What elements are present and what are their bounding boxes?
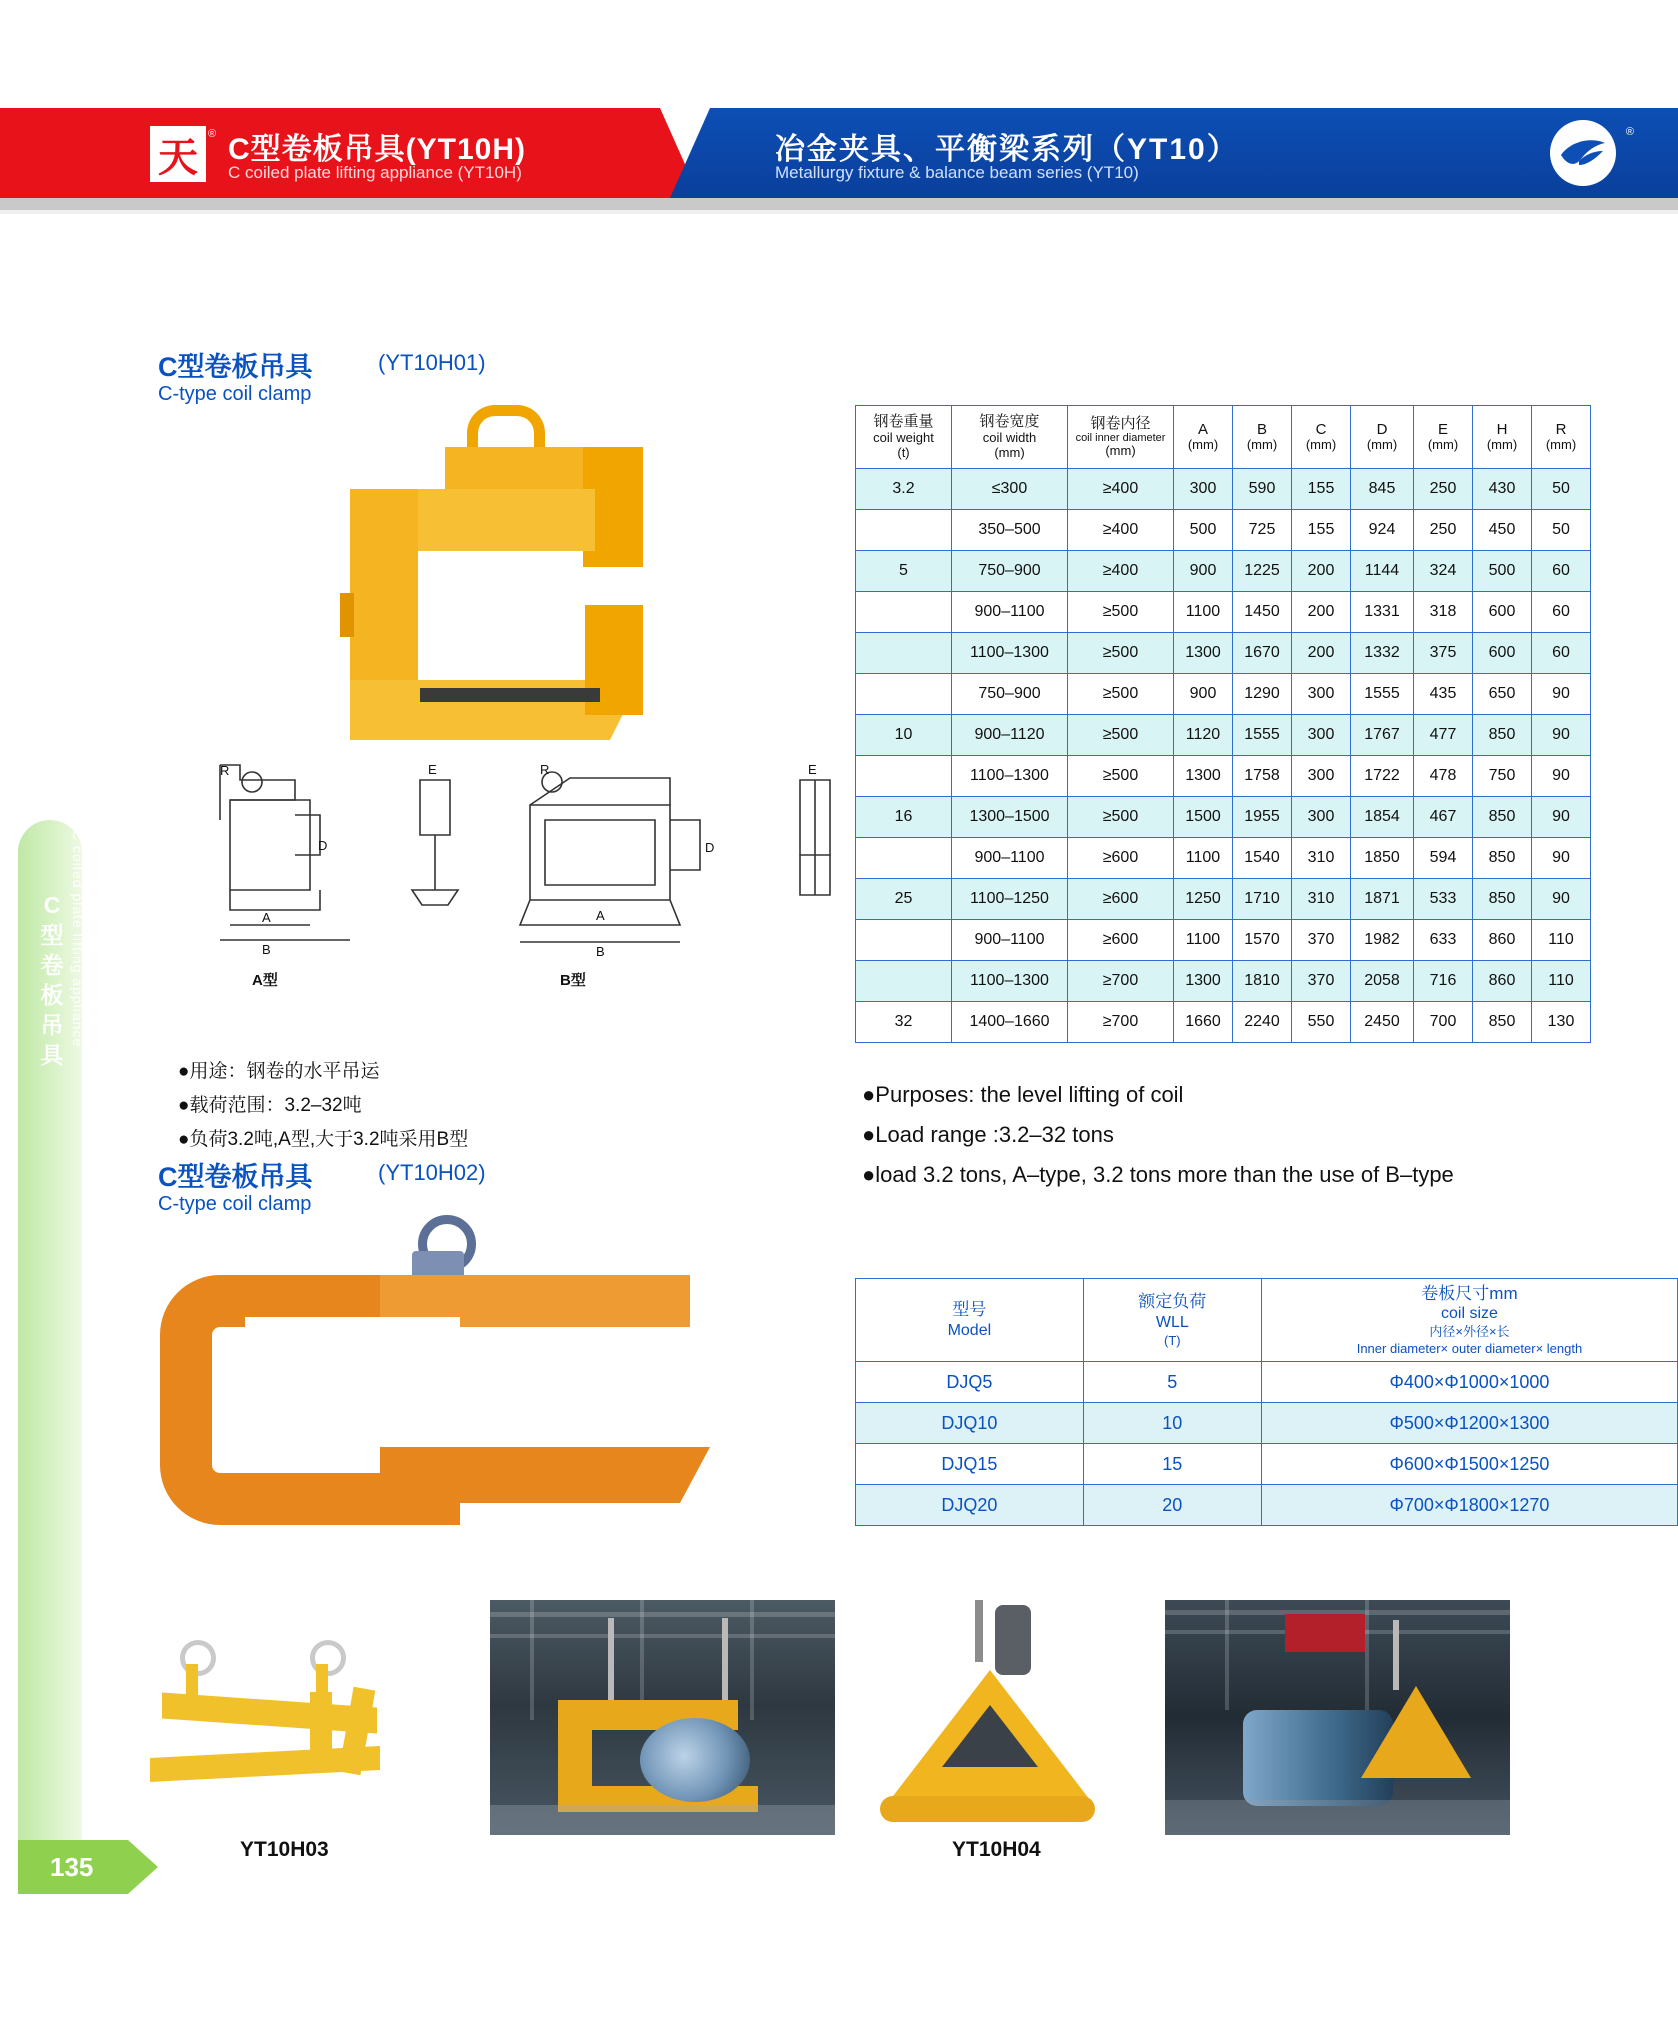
table-cell: 250 <box>1414 469 1473 510</box>
table-cell: 1100 <box>1174 920 1233 961</box>
table-cell: 1100 <box>1174 592 1233 633</box>
model-table-cell: 5 <box>1083 1362 1261 1403</box>
table-cell: 1555 <box>1351 674 1414 715</box>
table-cell <box>856 756 952 797</box>
page-header <box>0 108 1678 198</box>
table-cell: 860 <box>1473 961 1532 1002</box>
th-model: 型号 Model <box>856 1279 1084 1362</box>
table-cell: 130 <box>1532 1002 1591 1043</box>
photo-workshop-triangle-clamp <box>1165 1600 1510 1835</box>
table-cell: 1555 <box>1233 715 1292 756</box>
table-cell: 1100–1300 <box>952 633 1068 674</box>
table-cell: ≥500 <box>1068 592 1174 633</box>
table-cell: 200 <box>1292 592 1351 633</box>
svg-text:B: B <box>596 944 605 959</box>
table-row <box>856 797 1591 838</box>
table-cell: 1660 <box>1174 1002 1233 1043</box>
table-cell: 435 <box>1414 674 1473 715</box>
clamp-side-tab <box>340 593 354 637</box>
table-cell: 1100–1300 <box>952 961 1068 1002</box>
photo-yt10h04-illustration <box>880 1600 1130 1850</box>
th-coil-inner-diameter: 钢卷内径 coil inner diameter (mm) <box>1068 406 1174 469</box>
table-cell <box>856 633 952 674</box>
table-header-row <box>856 406 1591 469</box>
table-cell: ≤300 <box>952 469 1068 510</box>
table-cell: 850 <box>1473 715 1532 756</box>
table-cell: 155 <box>1292 510 1351 551</box>
table-cell: 750–900 <box>952 551 1068 592</box>
svg-text:E: E <box>428 762 437 777</box>
table-cell: 1144 <box>1351 551 1414 592</box>
model-table-cell: DJQ10 <box>856 1403 1084 1444</box>
table-cell: 300 <box>1174 469 1233 510</box>
model-table-row <box>856 1485 1678 1526</box>
table-cell: 1450 <box>1233 592 1292 633</box>
bullet-cn-3: ●负荷3.2吨,A型,大于3.2吨采用B型 <box>178 1129 469 1150</box>
table-cell: 1250 <box>1174 879 1233 920</box>
table-cell: 1710 <box>1233 879 1292 920</box>
model-table-cell: DJQ20 <box>856 1485 1084 1526</box>
bullet-en-3: ●load 3.2 tons, A–type, 3.2 tons more than the use of B–type <box>862 1162 1454 1187</box>
table-cell: 650 <box>1473 674 1532 715</box>
table-cell: 750 <box>1473 756 1532 797</box>
svg-text:E: E <box>808 762 817 777</box>
table-cell: 370 <box>1292 920 1351 961</box>
table-row <box>856 756 1591 797</box>
table-cell: 1850 <box>1351 838 1414 879</box>
model-table-cell: Φ700×Φ1800×1270 <box>1261 1485 1677 1526</box>
section2-title-cn: C型卷板吊具 <box>158 1162 313 1192</box>
table-row <box>856 551 1591 592</box>
table-cell: 1758 <box>1233 756 1292 797</box>
table-cell: 900–1100 <box>952 592 1068 633</box>
table-cell: 370 <box>1292 961 1351 1002</box>
table-cell: 324 <box>1414 551 1473 592</box>
section2-code: (YT10H02) <box>378 1160 486 1185</box>
company-logo-icon: 天 <box>150 126 206 182</box>
table-cell: 300 <box>1292 674 1351 715</box>
table-cell: ≥500 <box>1068 674 1174 715</box>
table-cell: ≥600 <box>1068 838 1174 879</box>
section1-title-cn: C型卷板吊具 <box>158 352 313 382</box>
table-cell: 1300 <box>1174 756 1233 797</box>
side-tab-label-en: C coiled plate lifting appliance <box>70 830 86 1048</box>
table-row <box>856 510 1591 551</box>
table-cell: 300 <box>1292 715 1351 756</box>
table-cell: 5 <box>856 551 952 592</box>
table-cell: 725 <box>1233 510 1292 551</box>
table-cell: ≥700 <box>1068 961 1174 1002</box>
table-cell: 90 <box>1532 756 1591 797</box>
svg-text:D: D <box>318 838 328 853</box>
drawing-label-b: B型 <box>560 972 586 989</box>
beam-upper <box>162 1692 377 1733</box>
th-coil-size: 卷板尺寸mm coil size 内径×外径×长 Inner diameter× outer diameter× length <box>1261 1279 1677 1362</box>
section2-title-en: C-type coil clamp <box>158 1193 312 1215</box>
bullets-english <box>862 1075 1502 1195</box>
table-cell <box>856 674 952 715</box>
clamp-friction-pad <box>420 688 600 702</box>
bullet-en-1: ●Purposes: the level lifting of coil <box>862 1082 1184 1107</box>
product-illustration-yt10h02 <box>150 1215 710 1555</box>
model-table-cell: 10 <box>1083 1403 1261 1444</box>
table-cell <box>856 961 952 1002</box>
table-cell: 50 <box>1532 510 1591 551</box>
table-row <box>856 879 1591 920</box>
model-table-cell: Φ400×Φ1000×1000 <box>1261 1362 1677 1403</box>
th-h: H (mm) <box>1473 406 1532 469</box>
hook-weight <box>995 1605 1031 1675</box>
table-cell: ≥700 <box>1068 1002 1174 1043</box>
side-tab-label-cn: C型卷板吊具 <box>40 892 66 1068</box>
table-cell: 90 <box>1532 879 1591 920</box>
table-cell: 310 <box>1292 838 1351 879</box>
table-cell: 550 <box>1292 1002 1351 1043</box>
table-cell: 850 <box>1473 879 1532 920</box>
table-cell: 716 <box>1414 961 1473 1002</box>
table-cell: 310 <box>1292 879 1351 920</box>
table-cell: 110 <box>1532 961 1591 1002</box>
svg-text:A: A <box>262 910 271 925</box>
table-cell: ≥400 <box>1068 551 1174 592</box>
table-cell: 350–500 <box>952 510 1068 551</box>
clamp-foot-bar <box>880 1796 1095 1822</box>
svg-text:R: R <box>220 763 230 778</box>
photo-yt10h03-illustration <box>150 1640 450 1820</box>
table-row <box>856 469 1591 510</box>
page-number: 135 <box>50 1852 94 1882</box>
table-row <box>856 920 1591 961</box>
table-cell: 430 <box>1473 469 1532 510</box>
table-cell: 500 <box>1473 551 1532 592</box>
table-cell: 300 <box>1292 797 1351 838</box>
table-cell: 1670 <box>1233 633 1292 674</box>
th-d: D (mm) <box>1351 406 1414 469</box>
table-row <box>856 961 1591 1002</box>
table-cell: ≥600 <box>1068 879 1174 920</box>
model-table-yt10h02 <box>855 1278 1678 1526</box>
bullet-cn-2: ●载荷范围：3.2–32吨 <box>178 1095 362 1116</box>
table-cell: 1722 <box>1351 756 1414 797</box>
chain-icon <box>975 1600 983 1662</box>
table-cell: 1540 <box>1233 838 1292 879</box>
table-cell: 1400–1660 <box>952 1002 1068 1043</box>
section1-code: (YT10H01) <box>378 350 486 375</box>
table-cell: 1300 <box>1174 633 1233 674</box>
drawing-label-a: A型 <box>252 972 278 989</box>
table-cell: 25 <box>856 879 952 920</box>
table-cell: 924 <box>1351 510 1414 551</box>
table-cell: 60 <box>1532 633 1591 674</box>
table-cell: 90 <box>1532 797 1591 838</box>
model-table-row <box>856 1362 1678 1403</box>
table-cell: 3.2 <box>856 469 952 510</box>
table-cell: 1300 <box>1174 961 1233 1002</box>
table-cell: 10 <box>856 715 952 756</box>
table-cell: 90 <box>1532 674 1591 715</box>
table-cell: 90 <box>1532 715 1591 756</box>
bullet-en-2: ●Load range :3.2–32 tons <box>862 1122 1114 1147</box>
model-table-cell: DJQ15 <box>856 1444 1084 1485</box>
table-cell: 600 <box>1473 592 1532 633</box>
model-table-cell: DJQ5 <box>856 1362 1084 1403</box>
table-cell: ≥500 <box>1068 797 1174 838</box>
table-cell: 500 <box>1174 510 1233 551</box>
model-table-cell: 20 <box>1083 1485 1261 1526</box>
table-cell: 2240 <box>1233 1002 1292 1043</box>
table-row <box>856 674 1591 715</box>
table-cell: 1570 <box>1233 920 1292 961</box>
table-row <box>856 633 1591 674</box>
table-cell: 900–1120 <box>952 715 1068 756</box>
header-right-title-cn: 冶金夹具、平衡梁系列（YT10） <box>775 133 1239 166</box>
table-cell: 50 <box>1532 469 1591 510</box>
table-row <box>856 592 1591 633</box>
table-cell: 318 <box>1414 592 1473 633</box>
table-cell: ≥500 <box>1068 715 1174 756</box>
table-cell: 200 <box>1292 633 1351 674</box>
table-cell <box>856 510 952 551</box>
header-divider-light <box>0 210 1678 214</box>
header-divider <box>0 198 1678 210</box>
th-c: C (mm) <box>1292 406 1351 469</box>
beam-post <box>310 1692 332 1772</box>
table-cell: 900 <box>1174 674 1233 715</box>
table-cell: 110 <box>1532 920 1591 961</box>
table-cell: 1331 <box>1351 592 1414 633</box>
table-cell: 16 <box>856 797 952 838</box>
table-cell: 32 <box>856 1002 952 1043</box>
table-cell: 1500 <box>1174 797 1233 838</box>
th-b: B (mm) <box>1233 406 1292 469</box>
th-coil-width: 钢卷宽度 coil width (mm) <box>952 406 1068 469</box>
table-row <box>856 715 1591 756</box>
svg-text:R: R <box>540 762 550 777</box>
table-cell <box>856 592 952 633</box>
table-cell: 467 <box>1414 797 1473 838</box>
model-table-header-row <box>856 1279 1678 1362</box>
table-cell: 155 <box>1292 469 1351 510</box>
table-cell: 850 <box>1473 797 1532 838</box>
table-cell: 477 <box>1414 715 1473 756</box>
svg-text:D: D <box>705 840 715 855</box>
table-cell: 1120 <box>1174 715 1233 756</box>
table-cell: 633 <box>1414 920 1473 961</box>
model-table-cell: Φ500×Φ1200×1300 <box>1261 1403 1677 1444</box>
table-cell: 200 <box>1292 551 1351 592</box>
table-cell: 60 <box>1532 551 1591 592</box>
c-clamp-opening <box>245 1317 460 1447</box>
table-cell <box>856 920 952 961</box>
table-cell: 750–900 <box>952 674 1068 715</box>
table-cell: 1854 <box>1351 797 1414 838</box>
table-cell: 1332 <box>1351 633 1414 674</box>
th-coil-weight: 钢卷重量 coil weight (t) <box>856 406 952 469</box>
engineering-drawings <box>200 760 960 1010</box>
bullet-cn-1: ●用途：钢卷的水平吊运 <box>178 1061 380 1082</box>
table-cell: ≥600 <box>1068 920 1174 961</box>
table-cell: 1225 <box>1233 551 1292 592</box>
header-left-title-en: C coiled plate lifting appliance (YT10H) <box>228 163 522 182</box>
table-cell: 1955 <box>1233 797 1292 838</box>
table-cell: 1982 <box>1351 920 1414 961</box>
table-cell: 1871 <box>1351 879 1414 920</box>
header-left-title-cn: C型卷板吊具(YT10H) <box>228 133 527 166</box>
model-table-cell: Φ600×Φ1500×1250 <box>1261 1444 1677 1485</box>
table-cell: 850 <box>1473 838 1532 879</box>
header-right-title-en: Metallurgy fixture & balance beam series (YT10) <box>775 163 1139 182</box>
table-cell: 900–1100 <box>952 920 1068 961</box>
th-e: E (mm) <box>1414 406 1473 469</box>
table-cell: 594 <box>1414 838 1473 879</box>
table-cell: 850 <box>1473 1002 1532 1043</box>
th-a: A (mm) <box>1174 406 1233 469</box>
svg-text:B: B <box>262 942 271 957</box>
model-table-cell: 15 <box>1083 1444 1261 1485</box>
table-cell: 1767 <box>1351 715 1414 756</box>
table-row <box>856 1002 1591 1043</box>
spec-table-yt10h01 <box>855 405 1591 1043</box>
table-cell: 1290 <box>1233 674 1292 715</box>
table-cell: 900–1100 <box>952 838 1068 879</box>
caption-yt10h03: YT10H03 <box>240 1838 329 1861</box>
table-cell: 1300–1500 <box>952 797 1068 838</box>
table-cell: ≥500 <box>1068 633 1174 674</box>
caption-yt10h04: YT10H04 <box>952 1838 1041 1861</box>
table-cell: 590 <box>1233 469 1292 510</box>
model-table-row <box>856 1403 1678 1444</box>
photo-workshop-coil-lifting <box>490 1600 835 1835</box>
product-illustration-yt10h01 <box>295 405 705 765</box>
table-cell: 60 <box>1532 592 1591 633</box>
table-cell: 1100–1250 <box>952 879 1068 920</box>
table-cell: 2058 <box>1351 961 1414 1002</box>
table-cell: 1100 <box>1174 838 1233 879</box>
table-cell: 450 <box>1473 510 1532 551</box>
table-cell: 375 <box>1414 633 1473 674</box>
table-cell: 90 <box>1532 838 1591 879</box>
table-cell: ≥500 <box>1068 756 1174 797</box>
table-cell <box>856 838 952 879</box>
table-cell: 533 <box>1414 879 1473 920</box>
table-cell: 478 <box>1414 756 1473 797</box>
logo-registered-icon: ® <box>208 128 217 140</box>
brand-bird-icon <box>1550 120 1616 186</box>
section1-title-en: C-type coil clamp <box>158 383 312 405</box>
model-table-row <box>856 1444 1678 1485</box>
table-cell: 860 <box>1473 920 1532 961</box>
table-cell: 1100–1300 <box>952 756 1068 797</box>
table-cell: 600 <box>1473 633 1532 674</box>
bullets-chinese <box>178 1055 468 1157</box>
table-cell: 845 <box>1351 469 1414 510</box>
table-cell: 250 <box>1414 510 1473 551</box>
table-cell: 700 <box>1414 1002 1473 1043</box>
svg-text:A: A <box>596 908 605 923</box>
table-cell: ≥400 <box>1068 469 1174 510</box>
brand-registered-icon: ® <box>1625 126 1634 138</box>
th-wll: 额定负荷 WLL (T) <box>1083 1279 1261 1362</box>
table-cell: 2450 <box>1351 1002 1414 1043</box>
table-cell: 300 <box>1292 756 1351 797</box>
table-cell: ≥400 <box>1068 510 1174 551</box>
table-cell: 900 <box>1174 551 1233 592</box>
c-clamp-bottom-arm <box>380 1447 710 1503</box>
table-row <box>856 838 1591 879</box>
table-cell: 1810 <box>1233 961 1292 1002</box>
th-r: R (mm) <box>1532 406 1591 469</box>
